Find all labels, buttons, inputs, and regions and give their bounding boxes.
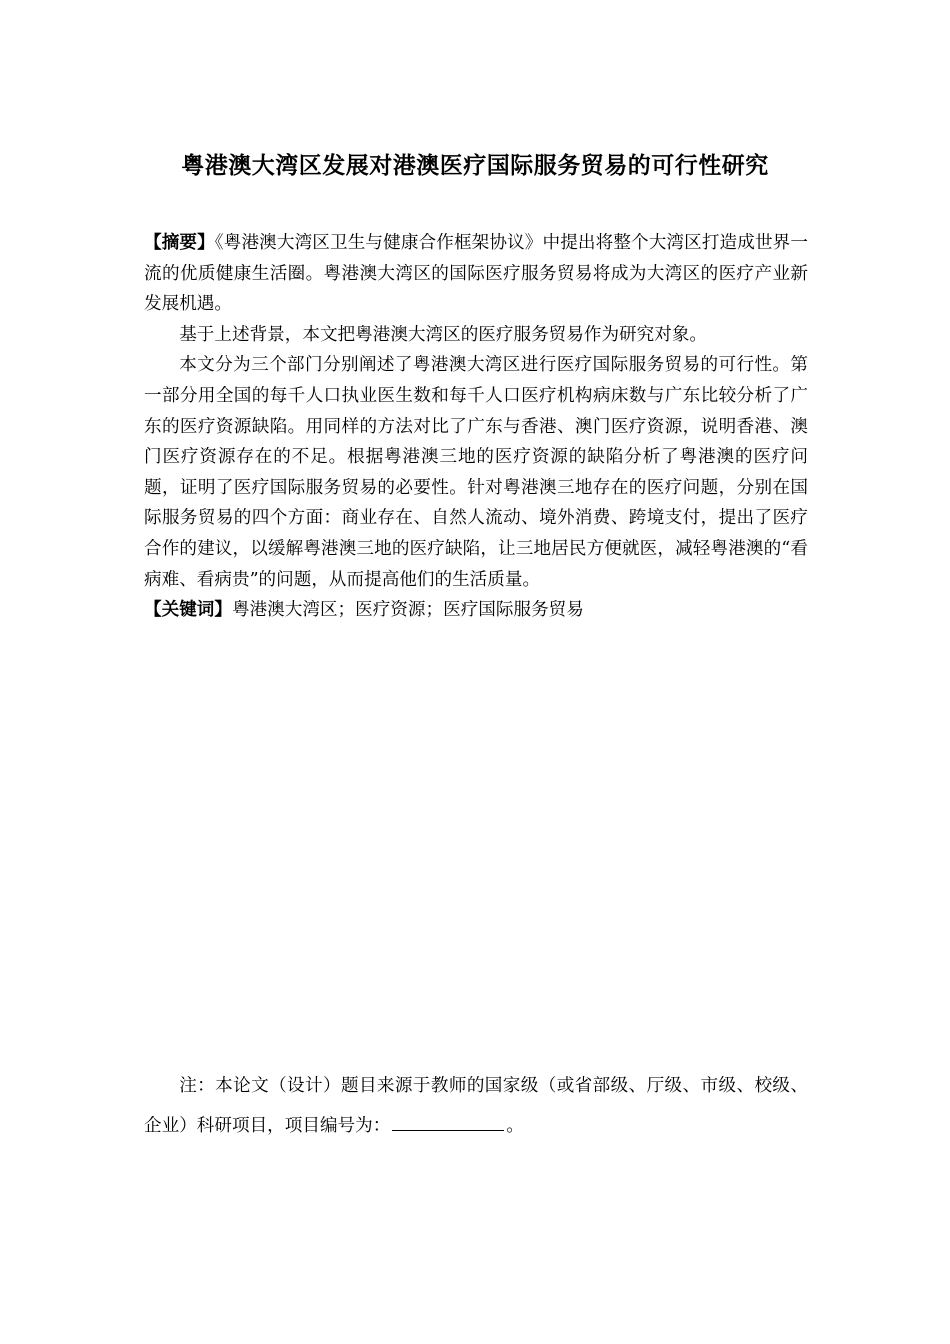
abstract-paragraph-3 xyxy=(144,350,808,595)
keywords-text: 粤港澳大湾区；医疗资源；医疗国际服务贸易 xyxy=(231,600,584,621)
project-number-blank xyxy=(392,1129,504,1131)
keywords-label: 【关键词】 xyxy=(144,600,232,621)
document-title: 粤港澳大湾区发展对港澳医疗国际服务贸易的可行性研究 xyxy=(181,153,769,179)
abstract-text-3: 本文分为三个部门分别阐述了粤港澳大湾区进行医疗国际服务贸易的可行性。第一部分用全国的每千人口执业医生数和每千人口医疗机构病床数与广东比较分析了广东的医疗资源缺陷。用同样的方法对比了广东与香港、澳门医疗资源，说明香港、澳门医疗资源存在的不足。根据粤港澳三地的医疗资源的缺陷分析了粤港澳的医疗问题，证明了医疗国际服务贸易的必要性。针对粤港澳三地存在的医疗问题，分别在国际服务贸易的四个方面：商业存在、自然人流动、境外消费、跨境支付，提出了医疗合作的建议，以缓解粤港澳三地的医疗缺陷，让三地居民方便就医，减轻粤港澳的“看病难、看病贵”的问题，从而提高他们的生活质量。 xyxy=(144,355,808,590)
keywords-line xyxy=(144,595,808,626)
abstract-section xyxy=(144,228,808,626)
abstract-paragraph-1 xyxy=(144,228,808,320)
abstract-text-1: 《粤港澳大湾区卫生与健康合作框架协议》中提出将整个大湾区打造成世界一流的优质健康生活圈。粤港澳大湾区的国际医疗服务贸易将成为大湾区的医疗产业新发展机遇。 xyxy=(144,233,808,315)
abstract-paragraph-2 xyxy=(144,320,808,351)
abstract-text-2: 基于上述背景，本文把粤港澳大湾区的医疗服务贸易作为研究对象。 xyxy=(179,324,708,345)
source-note-text: 注：本论文（设计）题目来源于教师的国家级（或省部级、厅级、市级、校级、企业）科研项目，项目编号为： xyxy=(144,1076,808,1136)
abstract-label: 【摘要】 xyxy=(144,233,215,253)
source-note xyxy=(144,1066,808,1146)
source-note-suffix: 。 xyxy=(506,1116,524,1136)
